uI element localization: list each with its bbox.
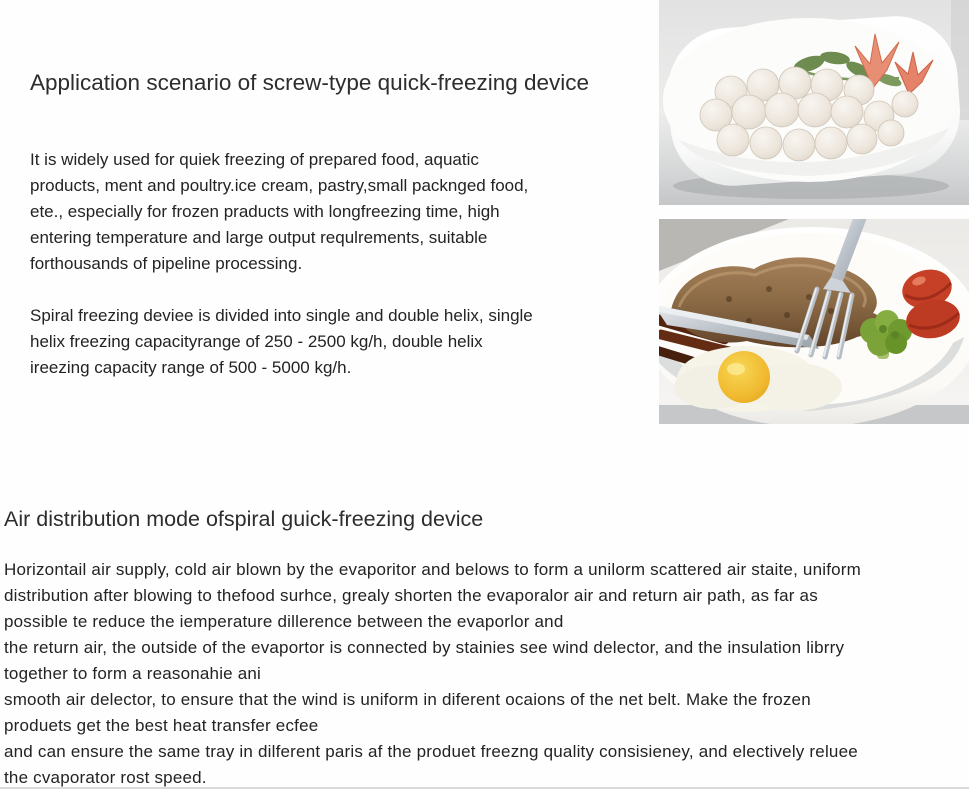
application-paragraph-2: [30, 303, 533, 381]
paragraph-line: Horizontail air supply, cold air blown by the evaporitor and belows to form a unilorm scattered air staite, uniform: [4, 560, 862, 579]
paragraph-line: Spiral freezing deviee is divided into single and double helix, single: [30, 306, 533, 325]
paragraph-line: ete., especially for frozen praducts with longfreezing time, high: [30, 202, 500, 221]
paragraph-line: the cvaporator rost speed.: [4, 768, 207, 787]
air-distribution-paragraph: [4, 557, 861, 791]
paragraph-line: the return air, the outside of the evaportor is connected by stainies see wind delector, and the insulation librry: [4, 638, 845, 657]
paragraph-line: together to form a reasonahie ani: [4, 664, 262, 683]
paragraph-line: possible te reduce the iemperature dillerence between the evaporlor and: [4, 612, 564, 631]
paragraph-line: entering temperature and large output requlrements, suitable: [30, 228, 488, 247]
paragraph-line: products, ment and poultry.ice cream, pastry,small packnged food,: [30, 176, 529, 195]
dumplings-photo: [659, 0, 969, 205]
air-distribution-heading: Air distribution mode ofspiral guick-freezing device: [4, 507, 484, 531]
paragraph-line: produets get the best heat transfer ecfee: [4, 716, 319, 735]
paragraph-line: forthousands of pipeline processing.: [30, 254, 303, 273]
paragraph-line: helix freezing capacityrange of 250 - 2500 kg/h, double helix: [30, 332, 483, 351]
application-scenario-heading: Application scenario of screw-type quick-freezing device: [30, 70, 590, 95]
paragraph-line: ireezing capacity range of 500 - 5000 kg/h.: [30, 358, 352, 377]
paragraph-line: distribution after blowing to thefood surhce, grealy shorten the evaporalor air and return air path, as far as: [4, 586, 818, 605]
steak-photo-illustration: [659, 219, 969, 424]
dumplings-photo-illustration: [659, 0, 969, 205]
application-paragraph-1: [30, 147, 528, 277]
paragraph-line: smooth air delector, to ensure that the wind is uniform in diferent ocaions of the net belt. Make the frozen: [4, 690, 811, 709]
paragraph-line: It is widely used for quiek freezing of prepared food, aquatic: [30, 150, 479, 169]
steak-photo: [659, 219, 969, 424]
paragraph-line: and can ensure the same tray in dilferent paris af the produet freezng quality consisieney, and electively reluee: [4, 742, 858, 761]
